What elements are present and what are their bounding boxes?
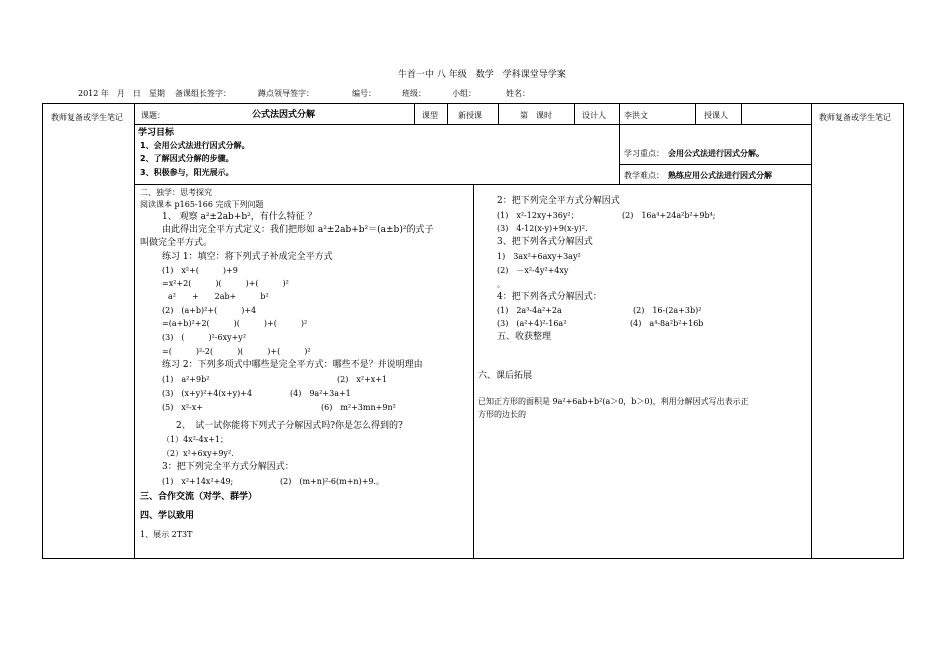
section-extension: 六、课后拓展 bbox=[478, 371, 533, 381]
focus-label: 学习重点： bbox=[624, 149, 664, 158]
exercise-1-title: 练习 1：填空：将下列式子补成完全平方式 bbox=[162, 252, 333, 262]
topic-label: 课题： bbox=[141, 111, 165, 120]
exercise-line: (3) 4-12(x-y)+9(x-y)². bbox=[497, 224, 588, 233]
goals-title: 学习目标 bbox=[138, 128, 175, 138]
exercise-line: 。 bbox=[497, 280, 505, 289]
header-group-leader-signature: 备课组长签字： bbox=[175, 89, 231, 98]
header-class: 班级： bbox=[402, 89, 426, 98]
exercise-line: (2) －x²-4y²+4xy bbox=[497, 266, 569, 275]
exercise-line: (2) 16-(2a+3b)² bbox=[633, 306, 702, 315]
header-number: 编号： bbox=[352, 89, 376, 98]
question-line: 由此得出完全平方式定义：我们把形如 a²±2ab+b²＝(a±b)²的式子 bbox=[162, 225, 434, 235]
section-summary: 五、收获整理 bbox=[497, 332, 552, 342]
exercise-line: =x²+2( )( )+( )² bbox=[162, 279, 289, 288]
section-independent-study: 二、独学：思考探究 bbox=[140, 188, 212, 197]
exercise-title: 2：把下列完全平方式分解因式 bbox=[497, 196, 620, 206]
header-group: 小组： bbox=[452, 89, 476, 98]
exercise-line: (3) (a²+4)²-16a² bbox=[497, 319, 567, 328]
try-it-title: 2、 试一试你能将下列式子分解因式吗?你是怎么得到的? bbox=[176, 421, 403, 431]
topic-title: 公式法因式分解 bbox=[252, 110, 316, 120]
goal-item: 2、了解因式分解的步骤。 bbox=[140, 154, 234, 163]
goal-item: 1、会用公式法进行因式分解。 bbox=[140, 141, 250, 150]
section-application: 四、学以致用 bbox=[140, 511, 195, 521]
exercise-line: (1) x²+14x²+49; bbox=[162, 477, 234, 486]
exercise-line: (2) x²+x+1 bbox=[337, 375, 388, 384]
extension-problem: 已知正方形的面积是 9a²+6ab+b²(a＞0，b＞0)，利用分解因式写出表示正 bbox=[478, 397, 749, 406]
exercise-line: (2) (a+b)²+( )+4 bbox=[162, 306, 257, 315]
lesson-type-label: 课型 bbox=[422, 111, 438, 120]
exercise-line: (4) 9a²+3a+1 bbox=[290, 389, 351, 398]
teacher-label: 授课人 bbox=[704, 111, 728, 120]
header-name: 姓名： bbox=[506, 89, 530, 98]
exercise-line: (1) a²+9b² bbox=[162, 375, 210, 384]
side-label-left: 教师复备或学生笔记 bbox=[51, 113, 123, 122]
document-title: 牛首一中 八 年级 数学 学科课堂导学案 bbox=[398, 70, 566, 80]
reading-instruction: 阅读课本 p165-166 完成下列问题 bbox=[140, 200, 264, 209]
exercise-line: (3) ( )²-6xy+y² bbox=[162, 333, 247, 342]
exercise-title: 3、把下列各式分解因式 bbox=[497, 237, 593, 247]
header-leader-signature: 蹲点领导签字： bbox=[258, 89, 314, 98]
exercise-line: 1) 3ax²+6axy+3ay² bbox=[497, 252, 581, 261]
exercise-line: =( )²-2( )( )+( )² bbox=[162, 347, 311, 356]
designer-name: 李洪文 bbox=[624, 111, 648, 120]
exercise-line: (1) x²+( )+9 bbox=[162, 266, 238, 275]
question-line: 叫做完全平方式。 bbox=[140, 238, 213, 248]
exercise-line: (5) x²-x+ bbox=[162, 403, 203, 412]
exercise-line: (4) a⁴-8a²b²+16b bbox=[630, 319, 704, 328]
focus-text: 会用公式法进行因式分解。 bbox=[668, 149, 764, 158]
exercise-line: a² + 2ab+ b² bbox=[168, 292, 269, 301]
exercise-line: (2) 16a⁴+24a²b²+9b⁴; bbox=[622, 211, 716, 220]
exercise-line: (1) x²-12xy+36y²； bbox=[497, 211, 579, 220]
designer-label: 设计人 bbox=[582, 111, 606, 120]
exercise-line: 1、展示 2T3T bbox=[140, 530, 193, 539]
exercise-line: (6) m²+3mn+9n² bbox=[321, 403, 396, 412]
exercise-line: （1）4x²-4x+1； bbox=[162, 435, 228, 444]
exercise-line: （2）x²+6xy+9y². bbox=[162, 449, 234, 458]
difficulty-text: 熟练应用公式法进行因式分解 bbox=[668, 171, 772, 180]
question-line: 1、 观察 a²±2ab+b²，有什么特征 ？ bbox=[162, 212, 317, 222]
section-cooperation: 三、合作交流（对学、群学） bbox=[140, 492, 258, 502]
header-date: 2012 年 月 日 星期 bbox=[78, 89, 165, 98]
exercise-title: 4：把下列各式分解因式： bbox=[497, 292, 602, 302]
exercise-line: (1) 2a³-4a²+2a bbox=[497, 306, 562, 315]
exercise-2-title: 练习 2：下列多项式中哪些是完全平方式：哪些不是？并说明理由 bbox=[162, 360, 423, 370]
exercise-line: =(a+b)²+2( )( )+( )² bbox=[162, 319, 308, 328]
exercise-line: (2) (m+n)²-6(m+n)+9.。 bbox=[280, 477, 385, 486]
extension-problem: 方形的边长的 bbox=[478, 410, 526, 419]
difficulty-label: 教学难点： bbox=[624, 171, 664, 180]
exercise-3-title: 3：把下列完全平方式分解因式： bbox=[162, 462, 294, 472]
lesson-period-label: 第 课时 bbox=[520, 111, 552, 120]
side-label-right: 教师复备或学生笔记 bbox=[819, 113, 891, 122]
goal-item: 3、积极参与，阳光展示。 bbox=[140, 168, 234, 177]
lesson-type-value: 新授课 bbox=[458, 111, 482, 120]
exercise-line: (3) (x+y)²+4(x+y)+4 bbox=[162, 389, 253, 398]
